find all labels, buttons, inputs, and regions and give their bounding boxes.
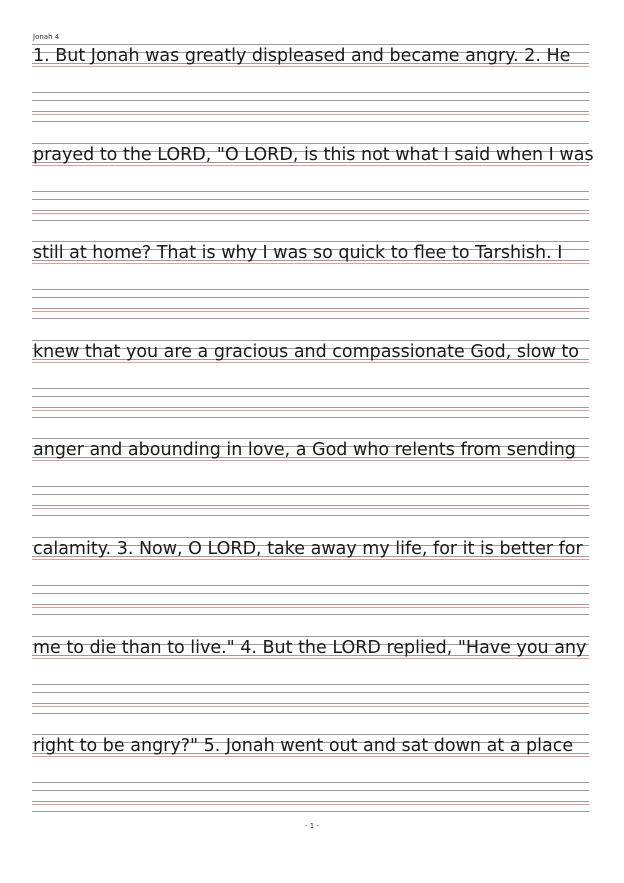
baseline-rule bbox=[32, 559, 589, 560]
guide-rule bbox=[32, 713, 589, 714]
guide-rule bbox=[32, 297, 589, 298]
guide-rule bbox=[32, 388, 589, 389]
guide-rule bbox=[32, 811, 589, 812]
page-number: - 1 - bbox=[305, 822, 319, 830]
guide-rule bbox=[32, 636, 589, 637]
guide-rule bbox=[32, 593, 589, 594]
guide-rule bbox=[32, 121, 589, 122]
guide-rule bbox=[32, 782, 589, 783]
writing-block bbox=[32, 438, 589, 528]
baseline-rule bbox=[32, 410, 589, 411]
guide-rule bbox=[32, 505, 589, 506]
guide-rule bbox=[32, 734, 589, 735]
guide-rule bbox=[32, 801, 589, 802]
guide-rule bbox=[32, 614, 589, 615]
guide-rule bbox=[32, 407, 589, 408]
guide-rule bbox=[32, 537, 589, 538]
guide-rule bbox=[32, 515, 589, 516]
verse-line: right to be angry?" 5. Jonah went out and sat down at a place bbox=[33, 736, 574, 757]
guide-rule bbox=[32, 191, 589, 192]
baseline-rule bbox=[32, 460, 589, 461]
baseline-rule bbox=[32, 213, 589, 214]
writing-block bbox=[32, 143, 594, 233]
guide-rule bbox=[32, 494, 589, 495]
guide-rule bbox=[32, 289, 589, 290]
writing-block bbox=[32, 44, 589, 134]
baseline-rule bbox=[32, 114, 589, 115]
guide-rule bbox=[32, 438, 589, 439]
writing-block bbox=[32, 241, 589, 331]
guide-rule bbox=[32, 241, 589, 242]
guide-rule bbox=[32, 210, 589, 211]
baseline-rule bbox=[32, 66, 589, 67]
guide-rule bbox=[32, 44, 589, 45]
guide-rule bbox=[32, 417, 589, 418]
baseline-rule bbox=[32, 165, 589, 166]
baseline-rule bbox=[32, 263, 589, 264]
guide-rule bbox=[32, 143, 589, 144]
guide-rule bbox=[32, 111, 589, 112]
guide-rule bbox=[32, 703, 589, 704]
guide-rule bbox=[32, 199, 589, 200]
verse-line: prayed to the LORD, "O LORD, is this not what I said when I was bbox=[33, 144, 594, 165]
baseline-rule bbox=[32, 311, 589, 312]
page-header: Jonah 4 bbox=[33, 33, 60, 41]
writing-block bbox=[32, 537, 589, 627]
writing-block bbox=[32, 734, 589, 824]
baseline-rule bbox=[32, 804, 589, 805]
guide-rule bbox=[32, 220, 589, 221]
guide-rule bbox=[32, 100, 589, 101]
guide-rule bbox=[32, 318, 589, 319]
guide-rule bbox=[32, 604, 589, 605]
baseline-rule bbox=[32, 508, 589, 509]
baseline-rule bbox=[32, 756, 589, 757]
writing-block bbox=[32, 636, 589, 726]
guide-rule bbox=[32, 790, 589, 791]
guide-rule bbox=[32, 585, 589, 586]
guide-rule bbox=[32, 486, 589, 487]
baseline-rule bbox=[32, 607, 589, 608]
guide-rule bbox=[32, 396, 589, 397]
verse-line: anger and abounding in love, a God who relents from sending bbox=[33, 440, 576, 461]
verse-line: 1. But Jonah was greatly displeased and became angry. 2. He bbox=[33, 46, 571, 66]
writing-block bbox=[32, 340, 589, 430]
verse-line: calamity. 3. Now, O LORD, take away my life, for it is better for bbox=[33, 539, 583, 559]
verse-line: knew that you are a gracious and compassionate God, slow to bbox=[33, 341, 579, 362]
baseline-rule bbox=[32, 362, 589, 363]
verse-line: me to die than to live." 4. But the LORD replied, "Have you any bbox=[33, 637, 587, 658]
baseline-rule bbox=[32, 706, 589, 707]
baseline-rule bbox=[32, 658, 589, 659]
guide-rule bbox=[32, 692, 589, 693]
guide-rule bbox=[32, 684, 589, 685]
guide-rule bbox=[32, 92, 589, 93]
guide-rule bbox=[32, 340, 589, 341]
guide-rule bbox=[32, 308, 589, 309]
verse-line: still at home? That is why I was so quick to flee to Tarshish. I bbox=[33, 243, 563, 264]
